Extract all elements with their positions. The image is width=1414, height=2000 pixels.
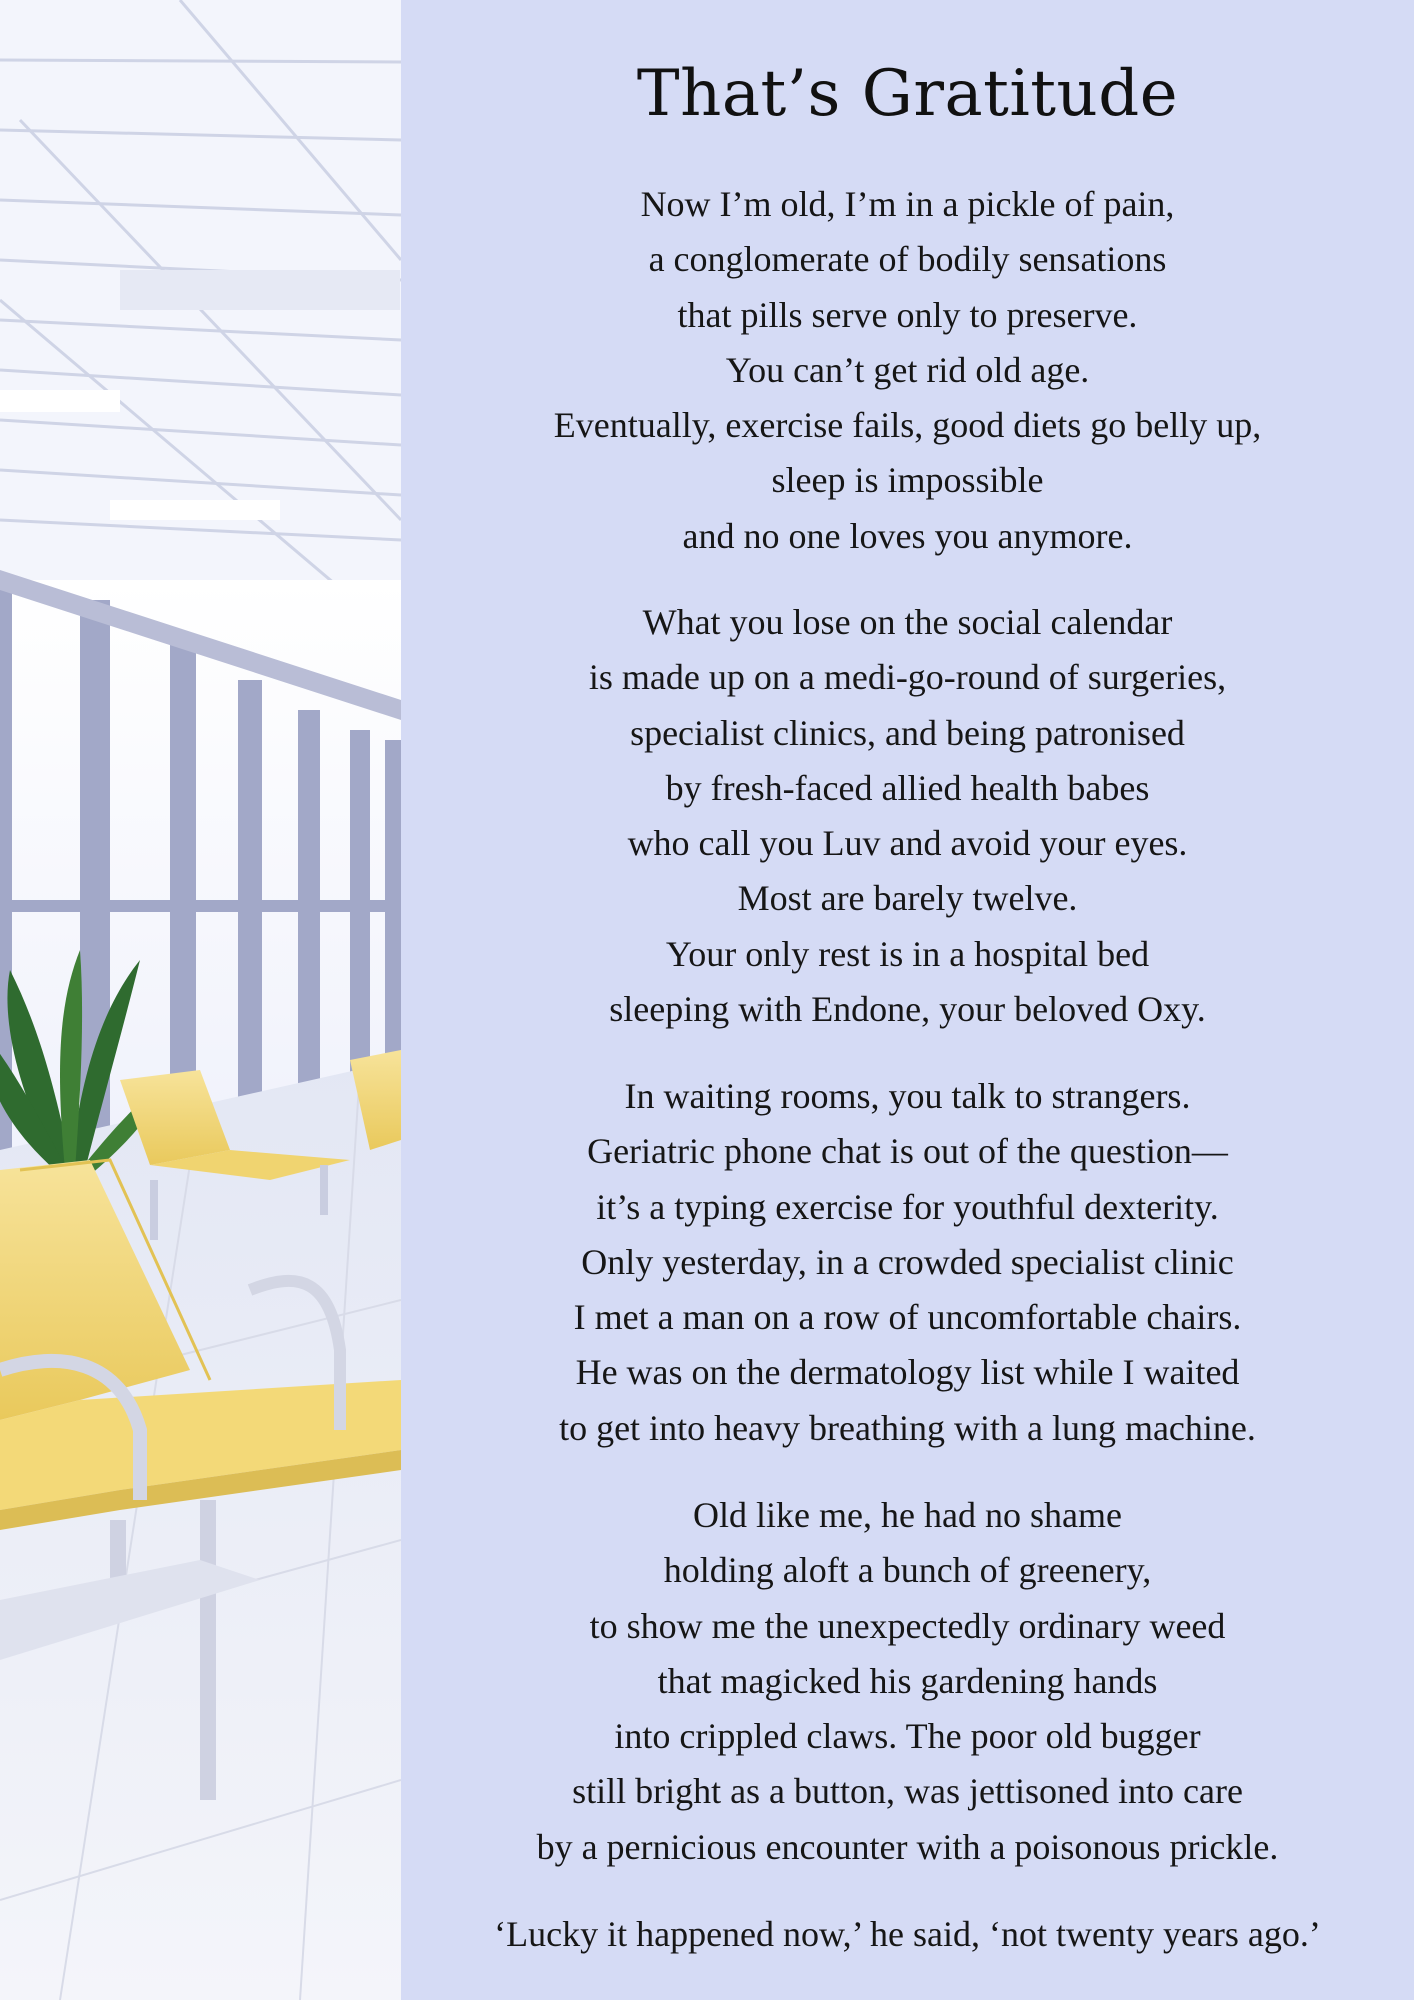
poem-line: Old like me, he had no shame	[693, 1495, 1122, 1535]
poem-title: That’s Gratitude	[636, 57, 1179, 131]
poem-line: it’s a typing exercise for youthful dexterity.	[596, 1186, 1219, 1227]
poem-line: a conglomerate of bodily sensations	[648, 239, 1167, 280]
ceiling-vent	[120, 270, 400, 310]
stanza-1	[401, 177, 1414, 564]
poem-panel	[401, 0, 1414, 2000]
poem-line: is made up on a medi-go-round of surgeries,	[588, 657, 1227, 698]
poem-line: who call you Luv and avoid your eyes.	[627, 823, 1188, 864]
poem-line: Your only rest is in a hospital bed	[665, 933, 1150, 974]
poem-line: You can’t get rid old age.	[725, 349, 1090, 390]
poem-line: I met a man on a row of uncomfortable chairs.	[573, 1297, 1242, 1338]
poem-line: In waiting rooms, you talk to strangers.	[624, 1076, 1191, 1116]
waiting-room-illustration	[0, 0, 401, 2000]
poem-line: to show me the unexpectedly ordinary weed	[589, 1605, 1226, 1646]
poem-line: Now I’m old, I’m in a pickle of pain,	[640, 184, 1175, 224]
stanza-3	[401, 1069, 1414, 1456]
poem-line: sleeping with Endone, your beloved Oxy.	[609, 989, 1206, 1030]
poem-line: by fresh-faced allied health babes	[665, 767, 1150, 808]
ceiling-light	[110, 500, 280, 520]
poem-line: that magicked his gardening hands	[657, 1660, 1158, 1701]
stanza-4	[401, 1488, 1414, 1875]
poem-line: He was on the dermatology list while I waited	[575, 1352, 1240, 1393]
poem-line: holding aloft a bunch of greenery,	[663, 1550, 1152, 1591]
poem-line: Eventually, exercise fails, good diets go belly up,	[553, 405, 1262, 446]
poem-line: into crippled claws. The poor old bugger	[614, 1716, 1201, 1757]
poem-line: still bright as a button, was jettisoned into care	[572, 1771, 1243, 1812]
stanza-5	[401, 1907, 1414, 1962]
poem-line: Most are barely twelve.	[737, 878, 1078, 919]
poem-line: ‘Lucky it happened now,’ he said, ‘not twenty years ago.’	[494, 1914, 1321, 1954]
poem-line: to get into heavy breathing with a lung machine.	[559, 1407, 1256, 1448]
poem-line: specialist clinics, and being patronised	[630, 712, 1185, 753]
poem-line: What you lose on the social calendar	[642, 602, 1173, 642]
ceiling-light	[0, 390, 120, 412]
poem-line: by a pernicious encounter with a poisonous prickle.	[536, 1826, 1279, 1867]
poem-line: that pills serve only to preserve.	[677, 294, 1138, 335]
poem-line: sleep is impossible	[771, 460, 1044, 501]
poem-line: Only yesterday, in a crowded specialist clinic	[581, 1241, 1234, 1282]
poem-line: and no one loves you anymore.	[682, 515, 1133, 556]
poem-line: Geriatric phone chat is out of the question—	[587, 1131, 1228, 1172]
stanza-2	[401, 595, 1414, 1037]
waiting-room-photo	[0, 0, 401, 2000]
